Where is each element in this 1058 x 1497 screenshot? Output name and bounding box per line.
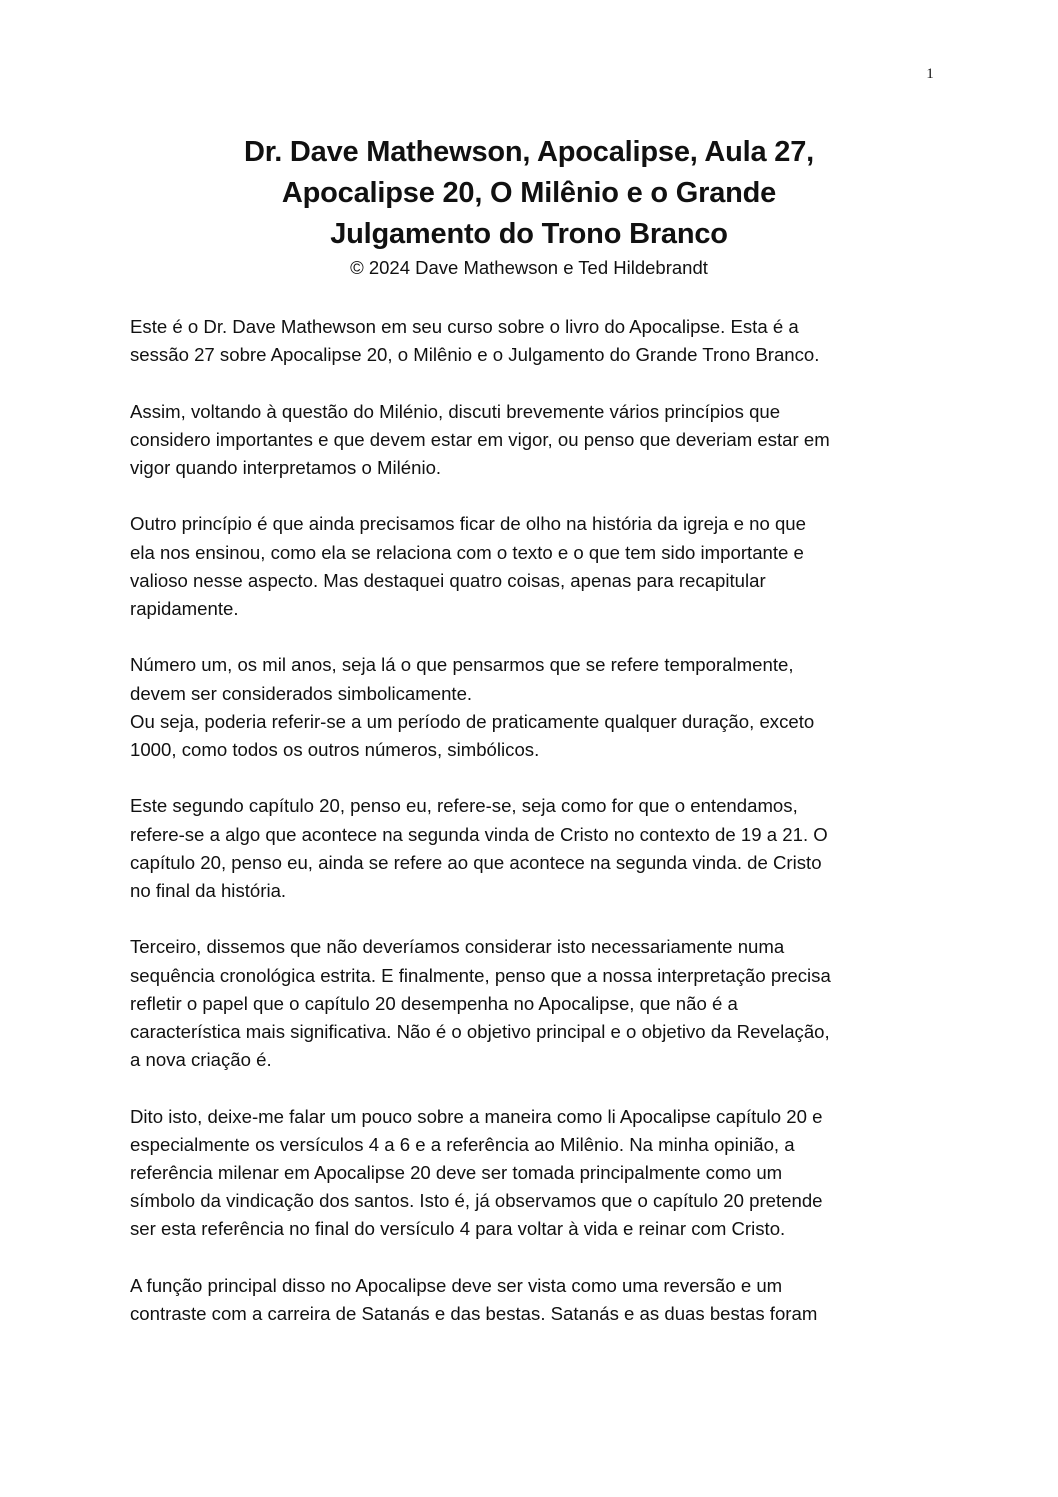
document-title-line-1: Dr. Dave Mathewson, Apocalipse, Aula 27,: [243, 136, 815, 168]
text-line: Ou seja, poderia referir-se a um período de praticamente qualquer duração, exceto: [130, 710, 815, 732]
text-line: Outro princípio é que ainda precisamos ficar de olho na história da igreja e no que: [130, 513, 806, 535]
text-line: valioso nesse aspecto. Mas destaquei quatro coisas, apenas para recapitular: [130, 569, 766, 591]
text-line: no final da história.: [130, 880, 287, 901]
document-title-line-3: Julgamento do Trono Branco: [330, 218, 728, 250]
text-line: especialmente os versículos 4 a 6 e a referência ao Milênio. Na minha opinião, a: [130, 1133, 795, 1155]
document-header: [130, 132, 928, 281]
paragraph-1: [130, 313, 930, 369]
text-line: sequência cronológica estrita. E finalmente, penso que a nossa interpretação precisa: [130, 964, 831, 986]
text-line: capítulo 20, penso eu, ainda se refere ao que acontece na segunda vinda. de Cristo: [130, 851, 822, 873]
paragraph-2: [130, 398, 930, 483]
text-line: Este segundo capítulo 20, penso eu, refere-se, seja como for que o entendamos,: [130, 795, 798, 817]
document-body: [130, 313, 930, 1356]
paragraph-8: [130, 1272, 930, 1328]
text-line: ela nos ensinou, como ela se relaciona com o texto e o que tem sido importante e: [130, 541, 804, 563]
text-line: refere-se a algo que acontece na segunda vinda de Cristo no contexto de 19 a 21. O: [130, 823, 828, 845]
document-title-line-2: Apocalipse 20, O Milênio e o Grande: [281, 177, 777, 209]
text-line: contraste com a carreira de Satanás e das bestas. Satanás e as duas bestas foram: [130, 1303, 818, 1324]
text-line: devem ser considerados simbolicamente.: [130, 682, 473, 704]
text-line: Número um, os mil anos, seja lá o que pensarmos que se refere temporalmente,: [130, 654, 794, 676]
text-line: Dito isto, deixe-me falar um pouco sobre a maneira como li Apocalipse capítulo 20 e: [130, 1105, 823, 1127]
copyright-notice: © 2024 Dave Mathewson e Ted Hildebrandt: [350, 257, 708, 278]
text-line: 1000, como todos os outros números, simbólicos.: [130, 739, 540, 760]
page-number: 1: [926, 66, 934, 82]
paragraph-4: [130, 651, 930, 764]
text-line: Este é o Dr. Dave Mathewson em seu curso sobre o livro do Apocalipse. Esta é a: [130, 316, 799, 337]
text-line: A função principal disso no Apocalipse deve ser vista como uma reversão e um: [130, 1274, 783, 1296]
paragraph-7: [130, 1103, 930, 1244]
text-line: Terceiro, dissemos que não deveríamos considerar isto necessariamente numa: [130, 936, 785, 958]
text-line: a nova criação é.: [130, 1049, 272, 1071]
paragraph-5: [130, 792, 930, 905]
text-line: ser esta referência no final do versículo 4 para voltar à vida e reinar com Cristo.: [130, 1218, 786, 1240]
text-line: símbolo da vindicação dos santos. Isto é, já observamos que o capítulo 20 pretende: [130, 1190, 823, 1212]
text-line: característica mais significativa. Não é o objetivo principal e o objetivo da Revelação,: [130, 1021, 830, 1042]
text-line: referência milenar em Apocalipse 20 deve ser tomada principalmente como um: [130, 1162, 783, 1183]
text-line: vigor quando interpretamos o Milénio.: [130, 457, 442, 478]
text-line: refletir o papel que o capítulo 20 desempenha no Apocalipse, que não é a: [130, 992, 738, 1014]
text-line: sessão 27 sobre Apocalipse 20, o Milênio e o Julgamento do Grande Trono Branco.: [130, 344, 820, 366]
text-line: rapidamente.: [130, 598, 239, 619]
text-line: considero importantes e que devem estar em vigor, ou penso que deveriam estar em: [130, 428, 830, 450]
text-line: Assim, voltando à questão do Milénio, discuti brevemente vários princípios que: [130, 400, 781, 422]
paragraph-6: [130, 933, 930, 1074]
paragraph-3: [130, 510, 930, 623]
